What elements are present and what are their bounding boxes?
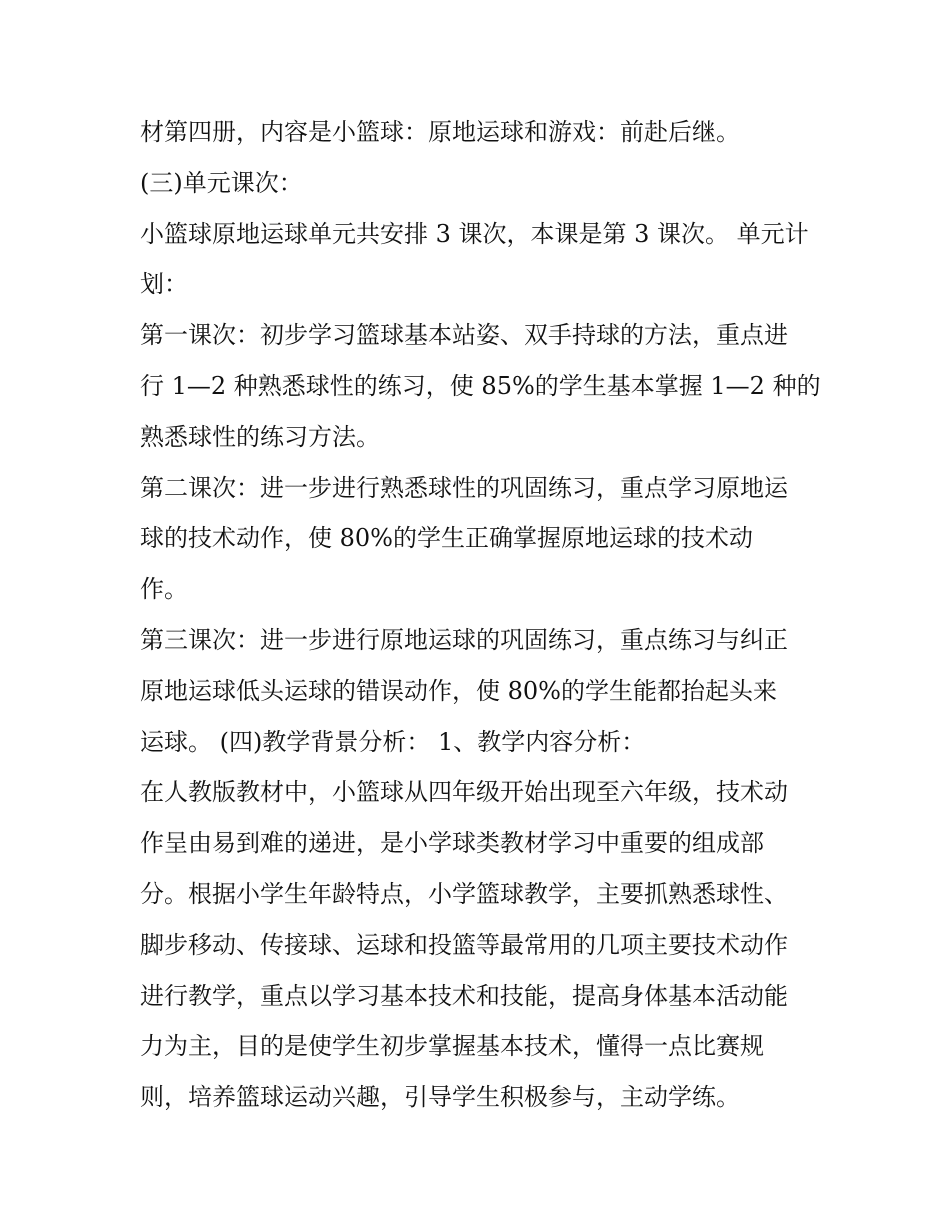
text-line: 材第四册，内容是小篮球：原地运球和游戏：前赴后继。	[140, 118, 740, 146]
text-line: 原地运球低头运球的错误动作，使 80%的学生能都抬起头来	[140, 676, 777, 705]
text-line: 力为主，目的是使学生初步掌握基本技术，懂得一点比赛规	[140, 1032, 764, 1061]
text-line: 第一课次：初步学习篮球基本站姿、双手持球的方法，重点进	[140, 321, 788, 350]
text-line: 脚步移动、传接球、运球和投篮等最常用的几项主要技术动作	[140, 930, 788, 959]
body-text	[140, 107, 820, 1123]
text-line: 运球。 (四)教学背景分析： 1、教学内容分析：	[140, 727, 646, 756]
text-line: 作。	[140, 575, 188, 604]
text-line: 在人教版教材中，小篮球从四年级开始出现至六年级，技术动	[140, 778, 788, 807]
text-line: 划：	[140, 270, 188, 299]
text-line: 进行教学，重点以学习基本技术和技能，提高身体基本活动能	[140, 981, 788, 1010]
text-line: 行 1—2 种熟悉球性的练习，使 85%的学生基本掌握 1—2 种的	[140, 371, 821, 400]
text-line: 第三课次：进一步进行原地运球的巩固练习，重点练习与纠正	[140, 625, 788, 654]
text-line: 分。根据小学生年龄特点，小学篮球教学，主要抓熟悉球性、	[140, 879, 788, 908]
text-line: 作呈由易到难的递进，是小学球类教材学习中重要的组成部	[140, 829, 764, 858]
text-line: 则，培养篮球运动兴趣，引导学生积极参与，主动学练。	[140, 1083, 740, 1112]
section-heading: (三)单元课次：	[140, 168, 303, 197]
text-line: 熟悉球性的练习方法。	[140, 422, 380, 451]
text-line: 小篮球原地运球单元共安排 3 课次，本课是第 3 课次。 单元计	[140, 219, 809, 248]
text-line: 第二课次：进一步进行熟悉球性的巩固练习，重点学习原地运	[140, 473, 788, 502]
text-line: 球的技术动作，使 80%的学生正确掌握原地运球的技术动	[140, 524, 753, 553]
